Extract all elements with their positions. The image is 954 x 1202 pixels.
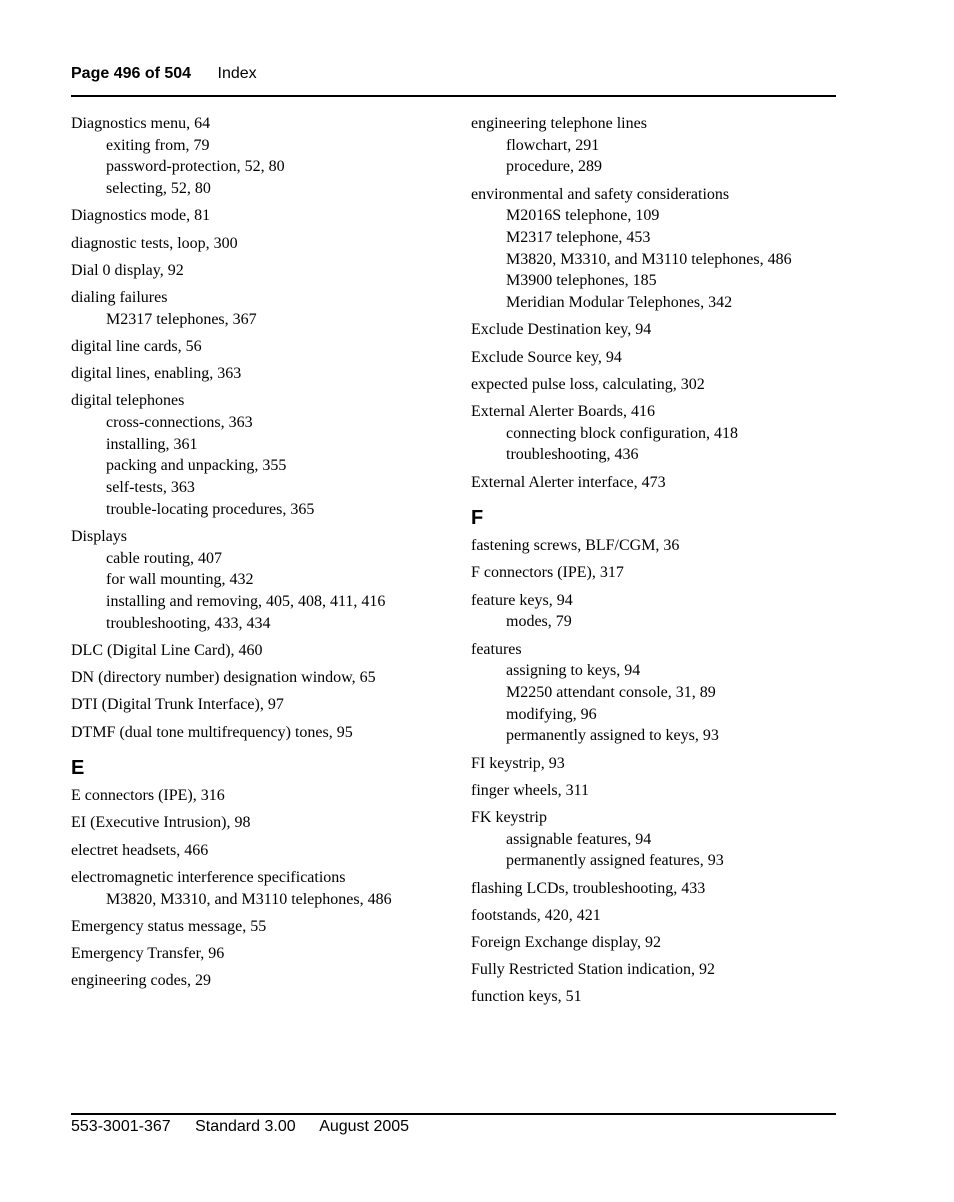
index-term: engineering codes, 29 <box>71 972 211 990</box>
index-term: F connectors (IPE), 317 <box>471 564 624 582</box>
index-term: Exclude Destination key, 94 <box>471 321 652 339</box>
index-entry <box>471 472 836 494</box>
index-subterm: flowchart, 291 <box>506 136 600 154</box>
standard-version: Standard 3.00 <box>195 1118 296 1135</box>
index-term: E connectors (IPE), 316 <box>71 787 225 805</box>
index-subterm: M3820, M3310, and M3110 telephones, 486 <box>506 250 792 268</box>
index-entry <box>71 785 451 807</box>
letter-heading-e: E <box>71 757 85 780</box>
index-term: expected pulse loss, calculating, 302 <box>471 375 705 393</box>
index-entry <box>471 753 836 775</box>
index-entry <box>71 640 451 662</box>
index-entry <box>471 113 836 178</box>
index-term: Displays <box>71 527 127 545</box>
index-term: features <box>471 640 522 658</box>
index-term: DLC (Digital Line Card), 460 <box>71 641 263 659</box>
index-term: dialing failures <box>71 288 168 306</box>
index-column-left <box>71 113 451 997</box>
index-term: Fully Restricted Station indication, 92 <box>471 961 715 979</box>
index-subterm: exiting from, 79 <box>106 136 210 154</box>
index-entry <box>471 878 836 900</box>
index-entry <box>71 970 451 992</box>
index-subterm: M3820, M3310, and M3110 telephones, 486 <box>106 890 392 908</box>
index-subterm: modifying, 96 <box>506 705 597 723</box>
index-term: DTMF (dual tone multifrequency) tones, 95 <box>71 723 353 741</box>
index-term: Diagnostics menu, 64 <box>71 115 211 132</box>
index-entry <box>471 347 836 369</box>
index-term: digital lines, enabling, 363 <box>71 365 242 383</box>
index-column-right <box>471 113 836 1014</box>
index-term: fastening screws, BLF/CGM, 36 <box>471 537 680 555</box>
index-subterm: for wall mounting, 432 <box>106 571 254 589</box>
index-entry <box>471 374 836 396</box>
index-subterm: self-tests, 363 <box>106 479 195 497</box>
index-subterm: installing and removing, 405, 408, 411, 416 <box>106 593 386 611</box>
index-entry <box>471 986 836 1008</box>
index-term: electret headsets, 466 <box>71 841 209 859</box>
index-term: Diagnostics mode, 81 <box>71 207 211 225</box>
index-subterm: Meridian Modular Telephones, 342 <box>506 294 733 312</box>
index-entry <box>471 184 836 314</box>
index-entry <box>71 363 451 385</box>
index-entry <box>471 905 836 927</box>
index-subterm: password-protection, 52, 80 <box>106 158 285 176</box>
entries-list <box>71 785 451 992</box>
page-header <box>71 65 836 95</box>
index-term: EI (Executive Intrusion), 98 <box>71 814 251 832</box>
index-term: DN (directory number) designation window, 65 <box>71 669 376 687</box>
index-term: External Alerter interface, 473 <box>471 473 666 491</box>
index-term: function keys, 51 <box>471 988 582 1006</box>
index-subterm: M2016S telephone, 109 <box>506 207 660 225</box>
index-term: feature keys, 94 <box>471 591 573 609</box>
index-subterm: cross-connections, 363 <box>106 413 253 431</box>
index-entry <box>71 287 451 330</box>
index-entry <box>71 390 451 520</box>
index-term: Foreign Exchange display, 92 <box>471 934 662 951</box>
document-number: 553-3001-367 <box>71 1118 171 1135</box>
index-entry <box>471 959 836 981</box>
index-term: Emergency status message, 55 <box>71 917 267 935</box>
index-entry <box>71 722 451 744</box>
index-subterm: modes, 79 <box>506 613 572 631</box>
index-term: FI keystrip, 93 <box>471 754 565 772</box>
index-subterm: M2250 attendant console, 31, 89 <box>506 683 716 701</box>
index-entry <box>71 260 451 282</box>
index-subterm: installing, 361 <box>106 435 198 453</box>
footer-rule <box>71 1113 836 1115</box>
index-subterm: assignable features, 94 <box>506 830 652 848</box>
index-entry <box>71 916 451 938</box>
letter-heading-f: F <box>471 507 484 530</box>
index-entry <box>71 205 451 227</box>
index-entry <box>471 807 836 872</box>
index-entry <box>71 113 451 200</box>
index-term: Exclude Source key, 94 <box>471 348 622 366</box>
index-term: digital line cards, 56 <box>71 337 202 355</box>
index-entry <box>471 639 836 748</box>
index-term: environmental and safety considerations <box>471 185 730 203</box>
header-rule <box>71 95 836 97</box>
index-subterm: M3900 telephones, 185 <box>506 272 657 290</box>
page-number: Page 496 of 504 <box>71 65 192 82</box>
index-entry <box>471 535 836 557</box>
index-subterm: packing and unpacking, 355 <box>106 457 287 475</box>
section-title: Index <box>217 65 257 82</box>
index-subterm: M2317 telephone, 453 <box>506 229 651 247</box>
publication-date: August 2005 <box>319 1118 410 1135</box>
index-entry <box>71 336 451 358</box>
index-entry <box>471 401 836 466</box>
index-term: FK keystrip <box>471 808 547 826</box>
index-subterm: troubleshooting, 436 <box>506 446 639 464</box>
entries-list <box>471 113 836 493</box>
index-entry <box>471 562 836 584</box>
index-entry <box>71 694 451 716</box>
index-entry <box>471 780 836 802</box>
index-subterm: permanently assigned features, 93 <box>506 852 724 870</box>
index-term: digital telephones <box>71 392 185 410</box>
index-subterm: trouble-locating procedures, 365 <box>106 500 315 518</box>
index-entry <box>471 590 836 633</box>
index-subterm: assigning to keys, 94 <box>506 662 641 680</box>
index-term: engineering telephone lines <box>471 115 647 132</box>
index-entry <box>71 233 451 255</box>
index-subterm: connecting block configuration, 418 <box>506 424 738 442</box>
index-subterm: procedure, 289 <box>506 158 602 176</box>
entries-list <box>471 535 836 1008</box>
index-term: finger wheels, 311 <box>471 781 590 799</box>
index-term: diagnostic tests, loop, 300 <box>71 234 238 252</box>
index-entry <box>71 840 451 862</box>
index-entry <box>71 867 451 910</box>
index-entry <box>71 526 451 635</box>
index-term: Emergency Transfer, 96 <box>71 945 225 962</box>
entries-list <box>71 113 451 743</box>
index-subterm: permanently assigned to keys, 93 <box>506 727 719 745</box>
index-term: footstands, 420, 421 <box>471 906 601 924</box>
index-entry <box>471 932 836 954</box>
index-term: electromagnetic interference specifications <box>71 868 346 886</box>
index-subterm: cable routing, 407 <box>106 549 222 567</box>
index-subterm: troubleshooting, 433, 434 <box>106 614 271 632</box>
index-term: flashing LCDs, troubleshooting, 433 <box>471 879 706 897</box>
index-term: DTI (Digital Trunk Interface), 97 <box>71 696 284 714</box>
index-entry <box>71 943 451 965</box>
index-entry <box>71 812 451 834</box>
index-entry <box>471 319 836 341</box>
index-term: Dial 0 display, 92 <box>71 261 184 279</box>
index-entry <box>71 667 451 689</box>
page-footer <box>71 1118 429 1136</box>
index-subterm: selecting, 52, 80 <box>106 180 211 198</box>
index-term: External Alerter Boards, 416 <box>471 402 655 420</box>
index-subterm: M2317 telephones, 367 <box>106 310 257 328</box>
